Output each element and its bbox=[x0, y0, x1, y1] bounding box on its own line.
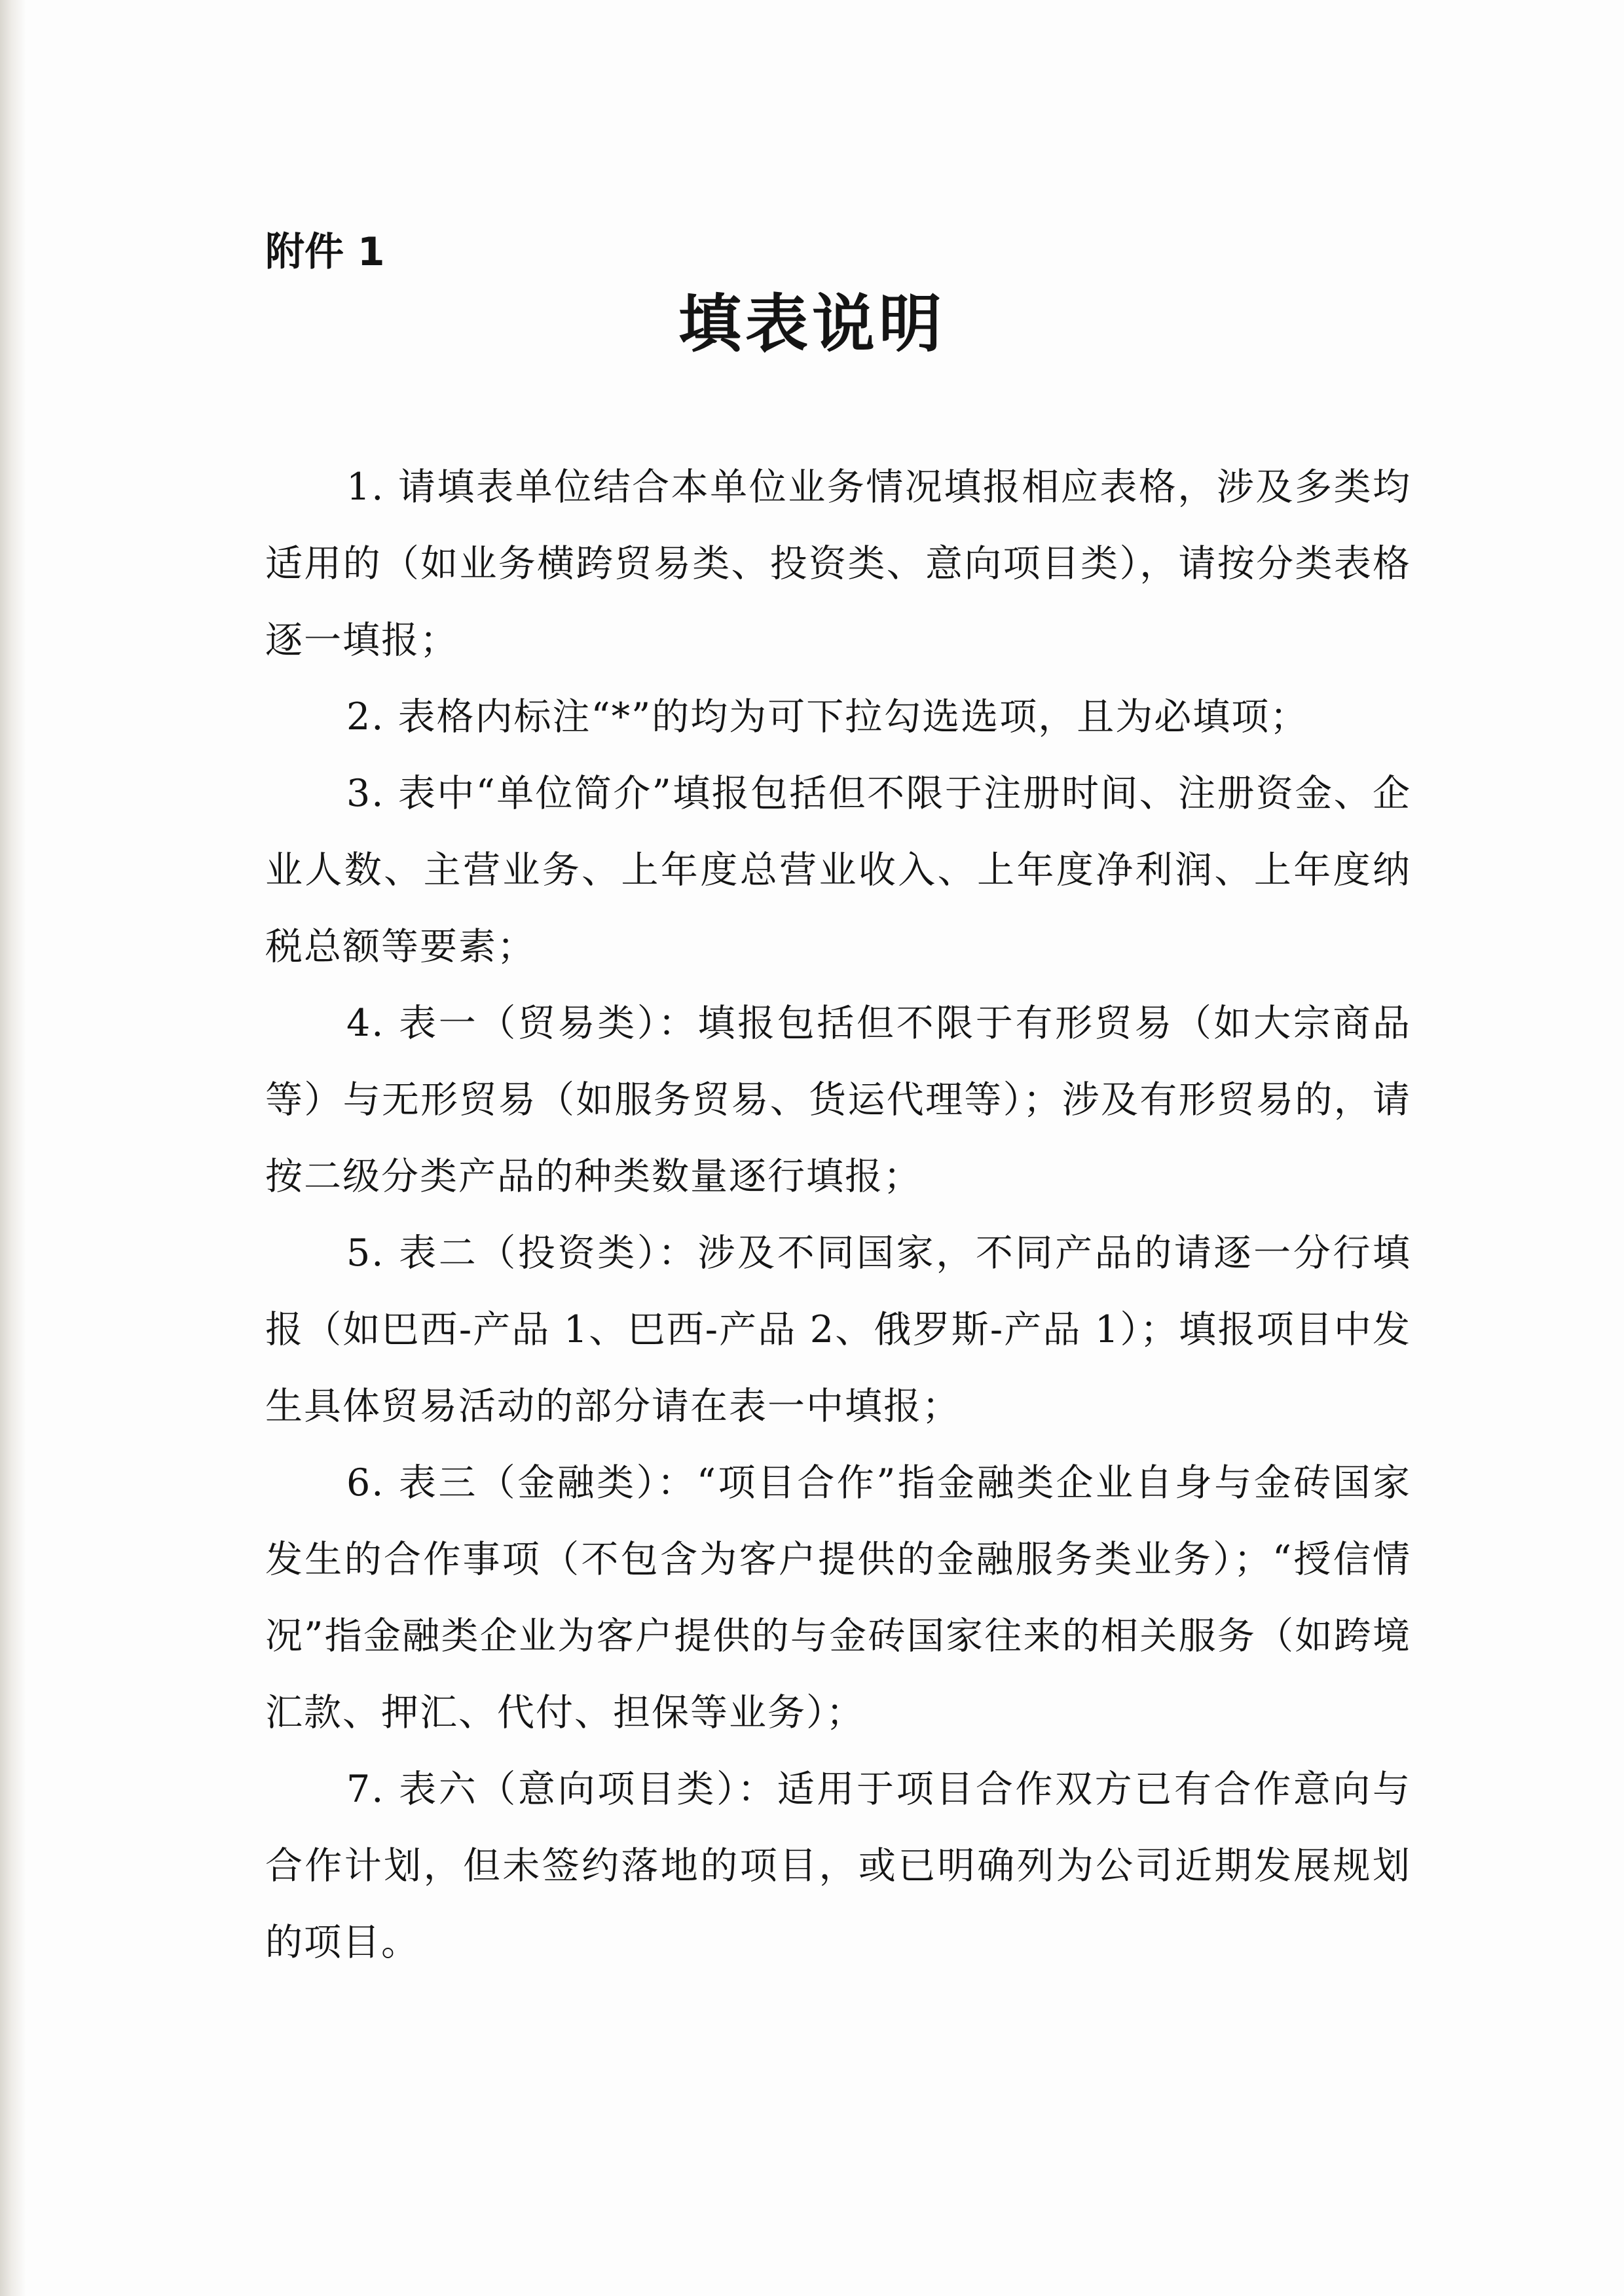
page-title: 填表说明 bbox=[678, 287, 946, 361]
instruction-item: 7. 表六（意向项目类）：适用于项目合作双方已有合作意向与合作计划，但未签约落地的项目，或已明确列为公司近期发展规划的项目。 bbox=[265, 1768, 1411, 1964]
instruction-item: 1. 请填表单位结合本单位业务情况填报相应表格，涉及多类均适用的（如业务横跨贸易类、投资类、意向项目类），请按分类表格逐一填报； bbox=[265, 465, 1411, 662]
instruction-item: 4. 表一（贸易类）：填报包括但不限于有形贸易（如大宗商品等）与无形贸易（如服务贸易、货运代理等）；涉及有形贸易的，请按二级分类产品的种类数量逐行填报； bbox=[265, 1002, 1411, 1198]
instruction-item: 6. 表三（金融类）：“项目合作”指金融类企业自身与金砖国家发生的合作事项（不包含为客户提供的金融服务类业务）；“授信情况”指金融类企业为客户提供的与金砖国家往来的相关服务（如跨境汇款、押汇、代付、担保等业务）； bbox=[265, 1461, 1411, 1734]
instruction-item: 5. 表二（投资类）：涉及不同国家，不同产品的请逐一分行填报（如巴西-产品 1、巴西-产品 2、俄罗斯-产品 1）；填报项目中发生具体贸易活动的部分请在表一中填报； bbox=[265, 1231, 1411, 1428]
instruction-item: 2. 表格内标注“*”的均为可下拉勾选选项，且为必填项； bbox=[346, 695, 1309, 738]
attachment-label: 附件 1 bbox=[265, 229, 385, 275]
instruction-item: 3. 表中“单位简介”填报包括但不限于注册时间、注册资金、企业人数、主营业务、上年度总营业收入、上年度净利润、上年度纳税总额等要素； bbox=[265, 772, 1411, 968]
instructions-body bbox=[265, 449, 1411, 1981]
